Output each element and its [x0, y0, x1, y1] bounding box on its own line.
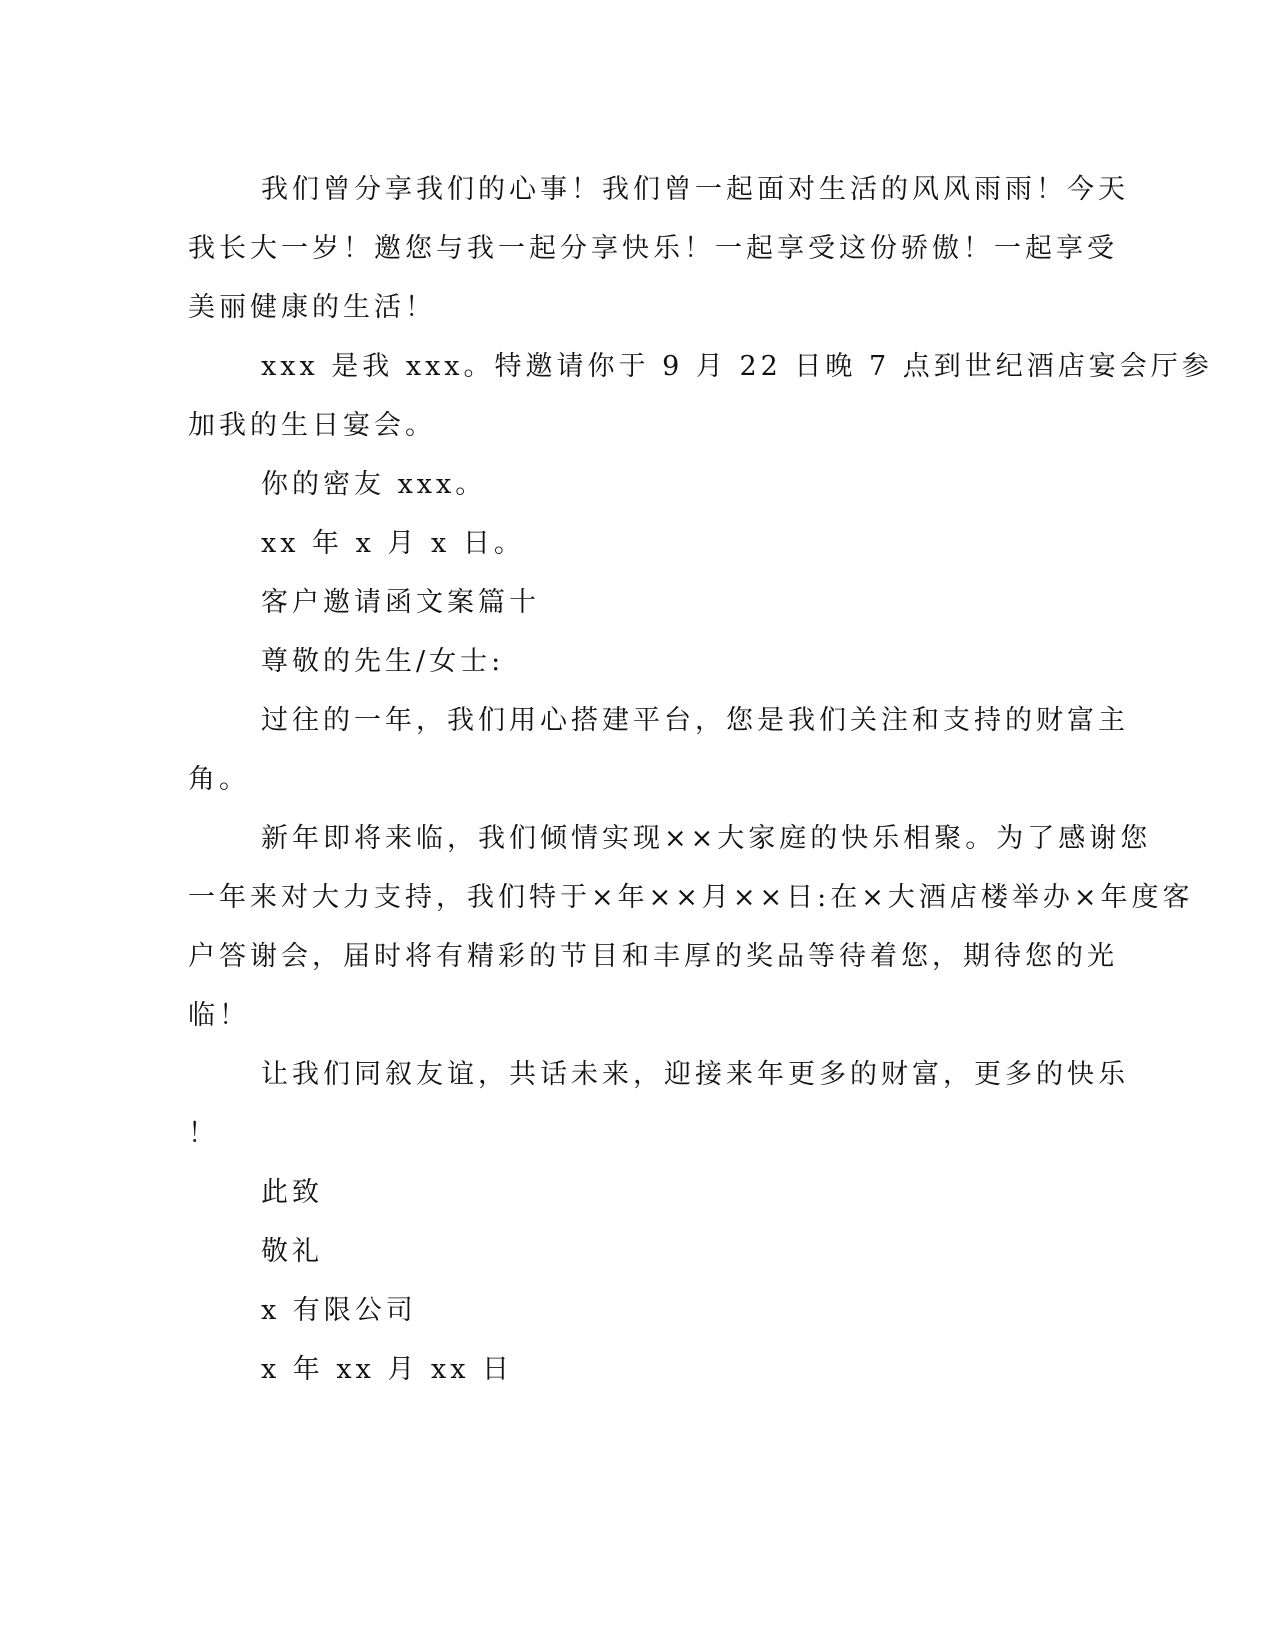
section-heading: 客户邀请函文案篇十	[261, 587, 540, 618]
paragraph-line: 角。	[188, 764, 250, 795]
paragraph-line: 一年来对大力支持，我们特于×年××月××日:在×大酒店楼举办×年度客	[188, 882, 1194, 913]
paragraph-line: 户答谢会，届时将有精彩的节目和丰厚的奖品等待着您，期待您的光	[188, 941, 1118, 972]
date-line: x 年 xx 月 xx 日	[261, 1354, 514, 1385]
salutation: 尊敬的先生/女士:	[261, 646, 505, 677]
paragraph-line: 过往的一年，我们用心搭建平台，您是我们关注和支持的财富主	[261, 705, 1129, 736]
paragraph-line: xxx 是我 xxx。特邀请你于 9 月 22 日晚 7 点到世纪酒店宴会厅参	[261, 351, 1213, 382]
paragraph-line: 美丽健康的生活！	[188, 292, 436, 323]
paragraph-line: 我长大一岁！邀您与我一起分享快乐！一起享受这份骄傲！一起享受	[188, 233, 1118, 264]
date-line: xx 年 x 月 x 日。	[261, 528, 525, 559]
paragraph-line: 加我的生日宴会。	[188, 410, 436, 441]
closing-line: 敬礼	[261, 1236, 323, 1267]
signature-line: 你的密友 xxx。	[261, 469, 487, 500]
paragraph-line: ！	[188, 1118, 219, 1149]
paragraph-line: 新年即将来临，我们倾情实现××大家庭的快乐相聚。为了感谢您	[261, 823, 1152, 854]
company-name: x 有限公司	[261, 1295, 417, 1326]
paragraph-line: 临！	[188, 1000, 250, 1031]
closing-line: 此致	[261, 1177, 323, 1208]
paragraph-line: 让我们同叙友谊，共话未来，迎接来年更多的财富，更多的快乐	[261, 1059, 1129, 1090]
paragraph-line: 我们曾分享我们的心事！我们曾一起面对生活的风风雨雨！今天	[261, 174, 1129, 205]
